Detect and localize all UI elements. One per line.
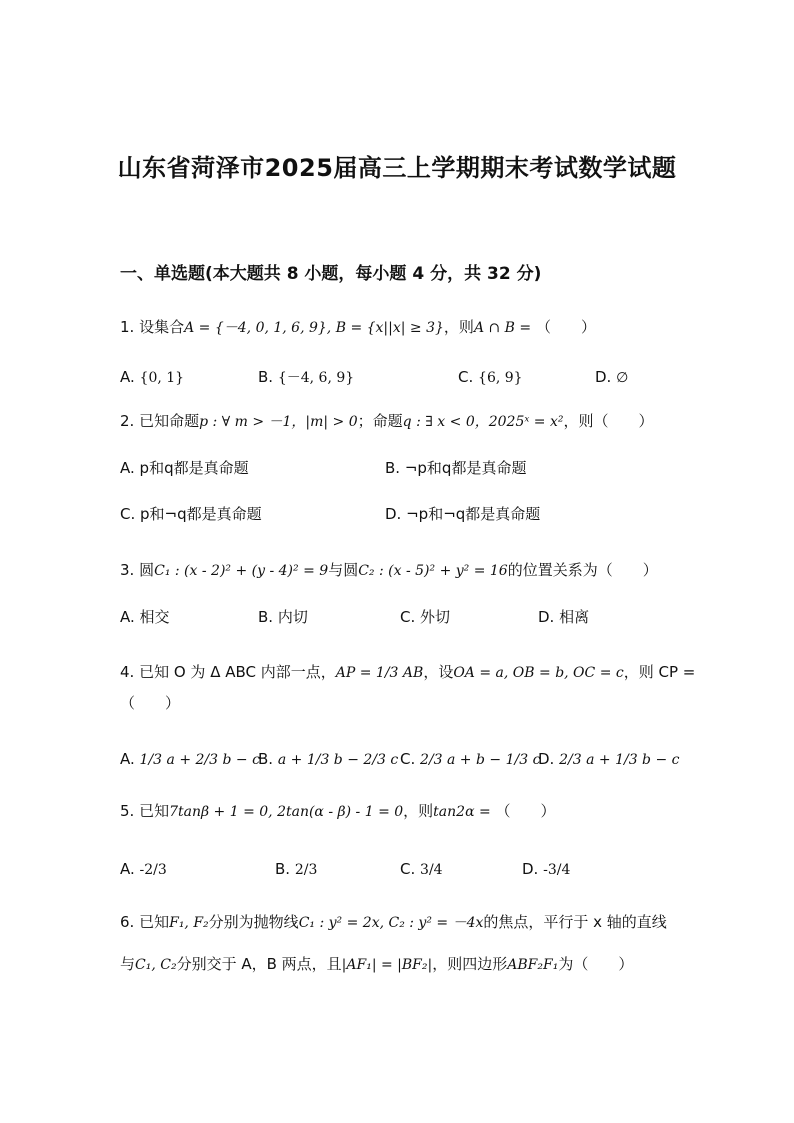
question-number: 5. <box>120 802 135 820</box>
question-text: 设集合 <box>139 318 185 336</box>
math-expression: |AF₁| = |BF₂| <box>341 957 433 973</box>
math-expression: C₁ : (x - 2)² + (y - 4)² = 9 <box>154 563 329 579</box>
question-text: ，则四边形 <box>432 955 508 973</box>
question-text: 的位置关系为（ ） <box>507 561 658 579</box>
option-b: B. 2/3 <box>275 860 318 878</box>
question-text: 已知 <box>139 802 170 820</box>
question-text: 分别为抛物线 <box>208 913 299 931</box>
option-c: C. {6, 9} <box>458 368 523 386</box>
document-title: 山东省菏泽市2025届高三上学期期末考试数学试题 <box>117 154 677 182</box>
option-c: C. 2/3 a + b − 1/3 c <box>400 750 541 768</box>
question-number: 4. <box>120 663 135 681</box>
question-3 <box>120 559 658 582</box>
question-text: ，设 <box>423 663 454 681</box>
question-text: 的焦点，平行于 x 轴的直线 <box>483 913 667 931</box>
question-number: 6. <box>120 913 135 931</box>
option-d: D. ∅ <box>595 368 629 386</box>
option-d: D. ¬p和¬q都是真命题 <box>385 505 541 523</box>
math-expression: ABF₂F₁ <box>507 957 559 973</box>
option-a: A. {0, 1} <box>120 368 185 386</box>
option-b: B. ¬p和q都是真命题 <box>385 459 527 477</box>
question-1 <box>120 316 596 339</box>
option-b: B. 内切 <box>258 608 308 626</box>
question-text: ，则（ ） <box>563 412 654 430</box>
question-text: 圆 <box>139 561 155 579</box>
question-number: 3. <box>120 561 135 579</box>
question-text: ，则 <box>443 318 474 336</box>
question-2 <box>120 410 653 433</box>
math-expression: p : ∀ m > －1，|m| > 0 <box>199 414 358 430</box>
answer-blank: （ ） <box>535 318 596 336</box>
option-c: C. 外切 <box>400 608 451 626</box>
option-a: A. 1/3 a + 2/3 b − c <box>120 750 260 768</box>
math-expression: OA = a, OB = b, OC = c <box>453 665 624 681</box>
math-expression: q : ∃ x < 0，2025ˣ = x² <box>402 414 564 430</box>
question-number: 2. <box>120 412 135 430</box>
question-text: 已知 <box>139 913 170 931</box>
question-text: ，则 CP = <box>623 663 696 681</box>
question-6 <box>120 911 667 934</box>
option-d: D. 2/3 a + 1/3 b − c <box>538 750 680 768</box>
option-b: B. a + 1/3 b − 2/3 c <box>258 750 399 768</box>
question-text: ，则 <box>403 802 434 820</box>
option-d: D. -3/4 <box>522 860 571 878</box>
question-text: 已知 O 为 Δ ABC 内部一点， <box>139 663 336 681</box>
option-c: C. 3/4 <box>400 860 443 878</box>
math-expression: C₁, C₂ <box>135 957 177 973</box>
option-a: A. p和q都是真命题 <box>120 459 249 477</box>
option-b: B. {－4, 6, 9} <box>258 368 355 386</box>
math-expression: F₁, F₂ <box>169 915 209 931</box>
option-c: C. p和¬q都是真命题 <box>120 505 262 523</box>
question-5 <box>120 800 556 823</box>
question-6-line-2 <box>120 953 633 976</box>
option-d: D. 相离 <box>538 608 590 626</box>
math-expression: AP = 1/3 AB <box>335 665 424 681</box>
question-4 <box>120 661 695 684</box>
question-text: 与 <box>120 955 136 973</box>
math-expression: tan2α = <box>433 804 491 820</box>
math-expression: 7tanβ + 1 = 0, 2tan(α - β) - 1 = 0 <box>169 804 404 820</box>
question-text: ；命题 <box>357 412 403 430</box>
answer-blank: （ ） <box>495 802 556 820</box>
question-text: 分别交于 A，B 两点，且 <box>176 955 342 973</box>
answer-blank: （ ） <box>120 694 181 712</box>
math-expression: A ∩ B = <box>473 320 532 336</box>
option-a: A. 相交 <box>120 608 170 626</box>
question-text: 已知命题 <box>139 412 200 430</box>
question-text: 与圆 <box>328 561 359 579</box>
math-expression: C₁ : y² = 2x, C₂ : y² = －4x <box>298 915 484 931</box>
section-heading: 一、单选题(本大题共 8 小题，每小题 4 分，共 32 分) <box>120 264 542 284</box>
option-a: A. -2/3 <box>120 860 167 878</box>
question-number: 1. <box>120 318 135 336</box>
math-expression: C₂ : (x - 5)² + y² = 16 <box>358 563 508 579</box>
question-text: 为（ ） <box>558 955 634 973</box>
math-expression: A = {－4, 0, 1, 6, 9}, B = {x||x| ≥ 3} <box>184 320 444 336</box>
